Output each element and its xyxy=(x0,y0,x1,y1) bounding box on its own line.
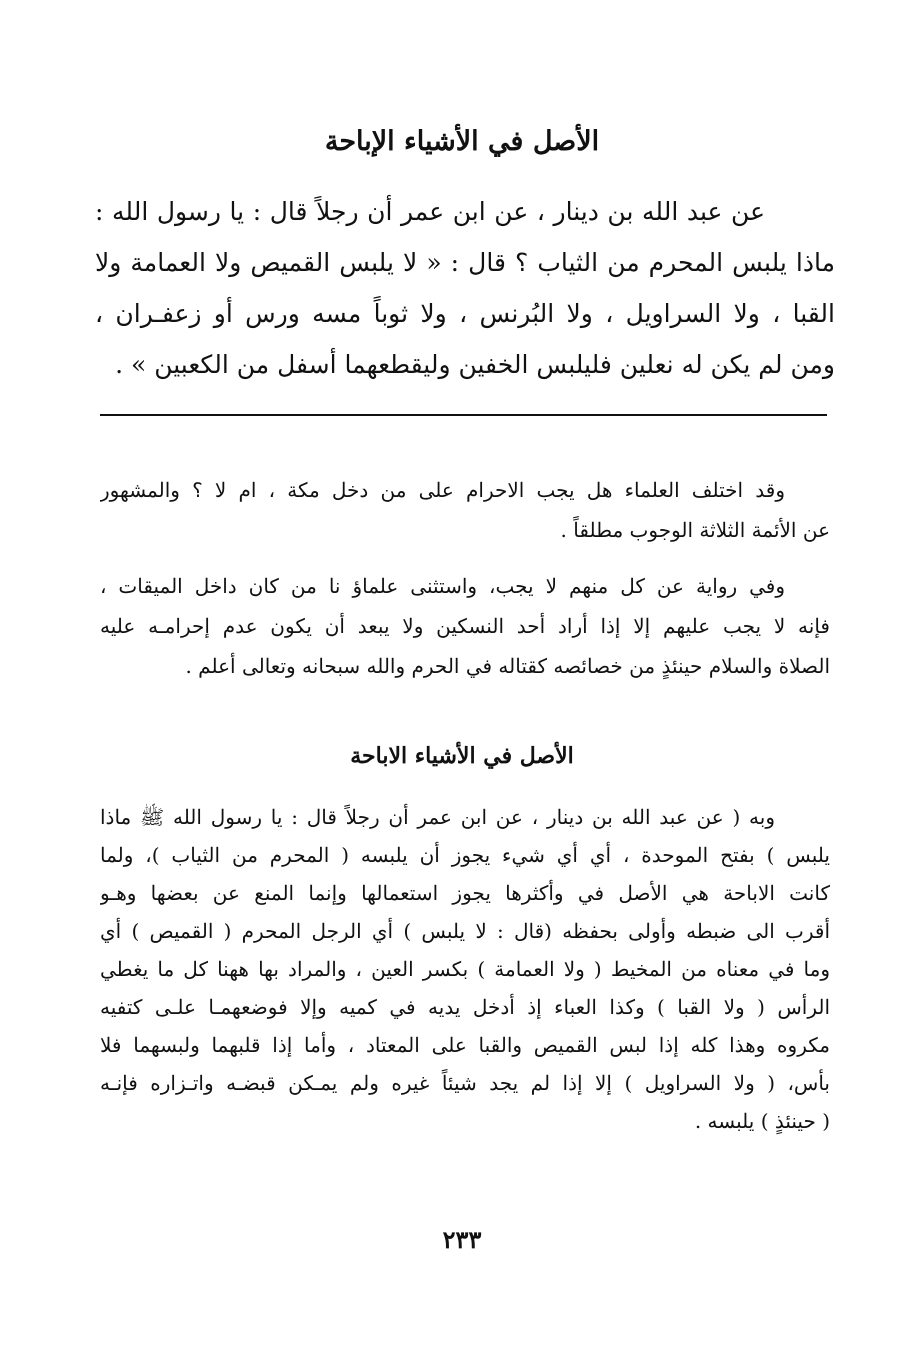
sharh-line: أقرب الى ضبطه وأولى بحفظه (قال : لا يلبس ) أي الرجل المحرم ( القميص ) أي xyxy=(100,919,830,943)
commentary-line: فإنه لا يجب عليهم إلا إذا أراد أحد النسكين ولا يبعد أن يكون عدم إحرامـه عليه xyxy=(100,614,830,638)
hadith-line: عن عبد الله بن دينار ، عن ابن عمر أن رجلاً قال : يا رسول الله : xyxy=(95,197,765,226)
hadith-line: القبا ، ولا السراويل ، ولا البُرنس ، ولا ثوباً مسه ورس أو زعفـران ، xyxy=(95,299,835,328)
sharh-line: وبه ( عن عبد الله بن دينار ، عن ابن عمر أن رجلاً قال : يا رسول الله ﷺ ماذا xyxy=(100,805,775,829)
commentary-paragraph xyxy=(100,470,830,550)
commentary-line: عن الأئمة الثلاثة الوجوب مطلقاً . xyxy=(560,518,830,542)
sharh-line: كانت الاباحة هي الأصل في وأكثرها يجوز استعمالها وإنما المنع عن بعضها وهـو xyxy=(100,881,830,905)
sharh-text xyxy=(100,798,830,1140)
hadith-line: ومن لم يكن له نعلين فليلبس الخفين وليقطعهما أسفل من الكعبين » . xyxy=(115,350,835,379)
chapter-title: الأصل في الأشياء الإباحة xyxy=(324,126,600,157)
sharh-line: الرأس ( ولا القبا ) وكذا العباء إذ أدخل يديه في كميه وإلا فوضعهمـا علـى كتفيه xyxy=(100,995,830,1019)
section-divider xyxy=(100,414,827,416)
section-title: الأصل في الأشياء الاباحة xyxy=(350,743,574,769)
hadith-line: ماذا يلبس المحرم من الثياب ؟ قال : « لا يلبس القميص ولا العمامة ولا xyxy=(95,248,835,277)
sharh-line: مكروه وهذا كله إذا لبس القميص والقبا على المعتاد ، وأما إذا قلبهما ولبسهما فلا xyxy=(100,1033,830,1057)
commentary-line: الصلاة والسلام حينئذٍ من خصائصه كقتاله في الحرم والله سبحانه وتعالى أعلم . xyxy=(185,654,830,678)
hadith-text xyxy=(95,186,835,390)
sharh-line: بأس، ( ولا السراويل ) إلا إذا لم يجد شيئاً غيره ولم يمـكن قبضـه واتـزاره فإنـه xyxy=(100,1071,830,1095)
sharh-line: ( حينئذٍ ) يلبسه . xyxy=(694,1109,830,1133)
page-number: ٢٣٣ xyxy=(442,1225,482,1254)
commentary-paragraph xyxy=(100,566,830,686)
sharh-line: وما في معناه من المخيط ( ولا العمامة ) بكسر العين ، والمراد بها ههنا كل ما يغطي xyxy=(100,957,830,981)
sharh-line: يلبس ) بفتح الموحدة ، أي أي شيء يجوز أن يلبسه ( المحرم من الثياب )، ولما xyxy=(100,843,830,867)
commentary-line: وفي رواية عن كل منهم لا يجب، واستثنى علماؤ نا من كان داخل الميقات ، xyxy=(100,574,785,598)
commentary-line: وقد اختلف العلماء هل يجب الاحرام على من دخل مكة ، ام لا ؟ والمشهور xyxy=(100,478,785,502)
commentary-text xyxy=(100,470,830,702)
